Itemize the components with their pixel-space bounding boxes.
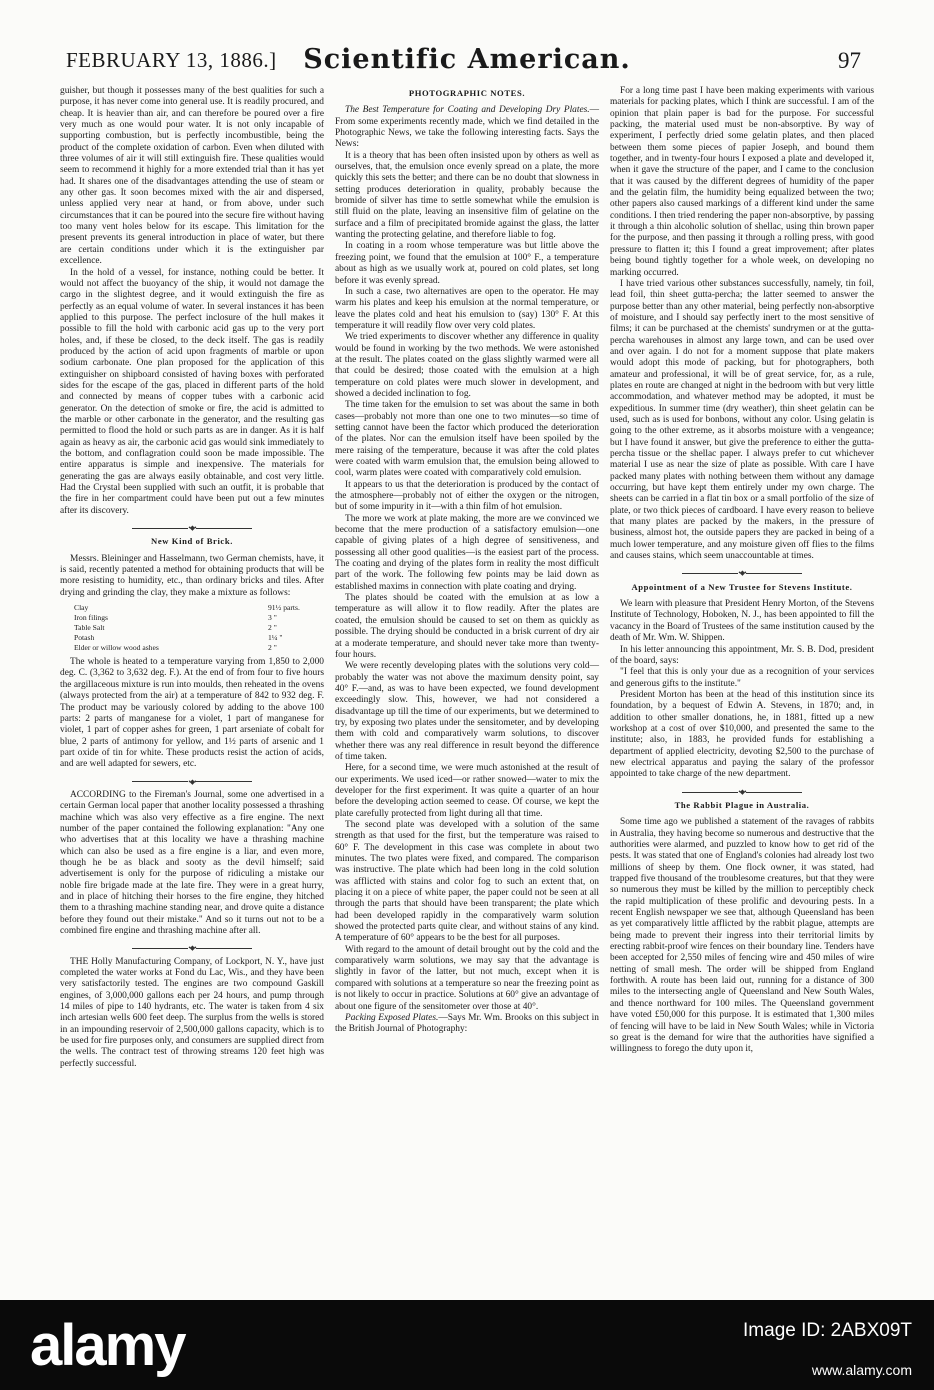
section-heading: The Rabbit Plague in Australia.	[674, 799, 810, 810]
section-heading: PHOTOGRAPHIC NOTES.	[408, 88, 526, 98]
recipe-row: Iron filings 3 "	[74, 613, 277, 623]
article-paragraph: In his letter announcing this appointment, Mr. S. B. Dod, president of the board, says:	[610, 644, 874, 666]
article-paragraph: The second plate was developed with a solution of the same strength as that used for the first, but the temperature was raised to 60° F. The development in this case was complete in about two minutes. The two plates were fixed, and compared. The comparison was instructive. The plate which had been long in the cold solution was afflicted with stains and color fog to such an extent that, on placing it on a piece of white paper, the paper could not be seen at all through the parts that should have been transparent; the plate which had been developed rapidly in the comparatively warm solution showed the protected parts quite clear, and without stains of any kind. A temperature of 60° appears to be the best for all purposes.	[335, 820, 599, 944]
section-divider: •◆•	[610, 787, 874, 798]
issue-date: FEBRUARY 13, 1886.]	[66, 48, 277, 72]
article-paragraph: The whole is heated to a temperature varying from 1,850 to 2,000 deg. C. (3,362 to 3,632 deg. F.). At the end of from four to five hours the argillaceous mixture is run into moulds, then reheated in the ovens (always protected from the air) at a temperature of 842 to 932 deg. F. The product may be variously colored by adding to the above 100 parts: 2 parts of manganese for a violet, 1 part of manganese for violet, 1 part of copper ashes for green, 1 part arseniate of cobalt for blue, 2 parts of antimony for yellow, and 1½ parts of arsenic and 1 part oxide of tin for white. These products resist the action of acids, and are well adapted for sewers, etc.	[60, 657, 324, 770]
image-id: Image ID: 2ABX09T	[743, 1320, 912, 1341]
article-paragraph: The time taken for the emulsion to set was about the same in both cases—probably not more than one one to two minutes—so time of setting cannot have been the factor which produced the deterioration of the plates. Nor can the emulsion itself have been spoiled by the mere raising of the temperature, because it was after the cold plates were coated with warm emulsion that, the emulsion being allowed to cool, warm plates were coated with comparatively cold emulsion.	[335, 400, 599, 479]
page-number: 97	[838, 48, 861, 73]
recipe-row: Potash 1¼ "	[74, 633, 283, 643]
column-2	[335, 86, 599, 1036]
article-paragraph: For a long time past I have been making experiments with various materials for packing plates, which I think are successful. I am of the opinion that plain paper is bad for the purpose. For successful packing, the material used must be non-absorptive. By way of experiment, I perfectly dried some gelatin plates, and then placed between them some pieces of papier Joseph, and bound them together, and in twenty-four hours I exposed a plate and developed it, when it gave the structure of the paper, and I came to the conclusion that it was caused by the different degrees of humidity of the paper and the gelatin film, the humidity being equalized between the two; other papers also caused markings of a different kind under the same conditions. I then tried rendering the paper non-absorptive, by passing it through a thin alcoholic solution of shellac, using thin brown paper for the purpose, and then passing it through a rolling press, with good pressure to flatten it; this I found a great improvement; after plates being bound tightly together for a whole week, on developing no marking occurred.	[610, 86, 874, 278]
article-paragraph: In such a case, two alternatives are open to the operator. He may warm his plates and keep his emulsion at the normal temperature, or leave the plates cold and heat his emulsion to (say) 130° F. At this temperature it will readily flow over very cold plates.	[335, 286, 599, 331]
recipe-row: Table Salt 2 "	[74, 623, 277, 633]
article-paragraph: The more we work at plate making, the more are we convinced we become that the mere production of a satisfactory emulsion—one capable of giving plates of a high degree of sensitiveness, and possessing all other good qualities—is the easiest part of the process. The coating and drying of the plates form in reality the most difficult part of the work. The following few points may be laid down as established maxims in connection with plate coating and drying.	[335, 513, 599, 592]
section-divider: •◆•	[60, 523, 324, 534]
article-paragraph: In coating in a room whose temperature was but little above the freezing point, we found that the emulsion at 100° F., a temperature about as high as we usually work at, poured on cold plates, set long before it was evenly spread.	[335, 241, 599, 286]
article-paragraph: guisher, but though it possesses many of the best qualities for such a purpose, it has never come into general use. It is readily procured, and cheap. It is heavier than air, and can therefore be poured over a fire very much as one would pour water. It is not only incapable of supporting combustion, but is perfectly incombustible, being the product of the complete oxidation of carbon. Even when diluted with three volumes of air it will still extinguish fire. These qualities would seem to recommend it highly for a more extended trial than it has yet had. It shares one of the disadvantages attending the use of steam or any other gas. It soon becomes mixed with the air and dispersed, unless applied very near at hand, or from above, under such circumstances that it can be poured into the secure fire without having too many vent holes below for its escape. This limitation for the present prevents its general introduction in place of water, but there are certain conditions under which it is the extinguisher par excellence.	[60, 86, 324, 267]
masthead-title: Scientific American.	[303, 44, 631, 75]
article-paragraph: With regard to the amount of detail brought out by the cold and the comparatively warm solutions, we may say that the advantage is slightly in favor of the latter, but not much, except when it is compared with solutions at a temperature so near the freezing point as is not likely to occur in practice. Solutions at 60° give an advantage of about one figure of the sensitometer over those at 40°.	[335, 944, 599, 1012]
article-paragraph: "I feel that this is only your due as a recognition of your services and generous gifts to the institute."	[610, 667, 874, 689]
article-subheading: The Best Temperature for Coating and Developing Dry Plates.	[345, 105, 590, 116]
article-paragraph: —From some experiments recently made, which we find detailed in the Photographic News, we take the following interesting facts. Says the News:	[335, 105, 599, 150]
section-divider: •◆•	[60, 777, 324, 788]
recipe-row: Clay 91½ parts.	[74, 603, 300, 613]
article-paragraph: President Morton has been at the head of this institution since its foundation, by a bequest of Edwin A. Stevens, in 1870; and, in addition to other smaller donations, he, in 1881, fitted up a new workshop at a cost of over $10,000, and presented the same to the institute; also, in 1883, he provided funds for establishing a department of applied electricity, devoting $2,500 to the purchase of new electrical apparatus and paying the salary of the professor appointed to take charge of the new department.	[610, 689, 874, 780]
site-url: www.alamy.com	[811, 1362, 912, 1378]
recipe-table	[74, 603, 324, 653]
stock-watermark-banner	[0, 1300, 934, 1390]
article-paragraph: THE Holly Manufacturing Company, of Lockport, N. Y., have just completed the water works at Fond du Lac, Wis., and they have been very satisfactorily tested. The engines are two compound Gaskill engines, of 3,000,000 gallons each per 24 hours, and pump through 14 miles of pipe to 140 hydrants, etc. The water is taken from 4 six inch artesian wells 600 feet deep. The surplus from the wells is stored in an impounding reservoir of 2,500,000 gallons capacity, which is to be used for fire purposes only, and consumers are supplied direct from the wells. The contract test of throwing streams 120 feet high was perfectly successful.	[60, 956, 324, 1069]
article-paragraph: ACCORDING to the Fireman's Journal, some one advertised in a certain German local paper that another locality possessed a thrashing machine which was also very effective as a fire engine. The next number of the paper contained the following explanation: "Any one who advertises that at this locality we have a thrashing machine which can also be used as a fire engine is a liar, and even more, though he be as black and sooty as the devil himself; said advertisement is only for the purpose of ridiculing a mistake our noble fire brigade made at the late fire. They were in a great hurry, and in place of hitching their horses to the fire engine, they hitched them to a thrashing machine standing near, and drove quite a distance before they found out their mistake." And so it turns out not to be a combined fire engine and thrashing machine after all.	[60, 789, 324, 937]
article-paragraph: Here, for a second time, we were much astonished at the result of our experiments. We used iced—or rather snowed—water to mix the developer for the first experiment. It was quite a quarter of an hour before the developing action seemed to cease. Of course, we kept the plate carefully protected from light during all that time.	[335, 763, 599, 819]
article-paragraph: Messrs. Bleininger and Hasselmann, two German chemists, have, it is said, recently patented a method for obtaining products that will be more resisting to humidity, etc., than ordinary bricks and tiles. After drying and grinding the clay, they make a mixture as follows:	[60, 553, 324, 598]
section-divider: •◆•	[610, 568, 874, 579]
section-heading: New Kind of Brick.	[151, 536, 233, 547]
recipe-row: Elder or willow wood ashes 2 "	[74, 643, 277, 653]
article-paragraph: It is a theory that has been often insisted upon by others as well as ourselves, that, the emulsion once evenly spread on a plate, the more quickly this sets the better; and there can be no doubt that slowness in setting produces deterioration in quality, probably because the bromide of silver has time to settle somewhat while the emulsion is still fluid on the plate, leaving an insensitive film of gelatine on the surface and a film of precipitated bromide against the glass, the latter wanting the protecting gelatine, and therefore liable to fog.	[335, 150, 599, 241]
article-paragraph: We learn with pleasure that President Henry Morton, of the Stevens Institute of Technology, Hoboken, N. J., has been appointed to fill the vacancy in the Board of Trustees of the same institution caused by the death of Mr. Wm. W. Shippen.	[610, 599, 874, 644]
article-paragraph: We were recently developing plates with the solutions very cold—probably the water was not above the maximum density point, say 40° F.—and, as was to have been expected, we found development exceedingly slow. This, however, we had not considered a disadvantage up till the time of our experiments, but we determined to try, by exposing two plates under the sensitometer, and by developing them with cold and comparatively warm solutions, to discover whether there was any real difference in result beyond the difference of time taken.	[335, 661, 599, 762]
article-paragraph: We tried experiments to discover whether any difference in quality would be found in working by the two methods. We were astonished at the result. The plates coated on the glass slightly warmed were all that could be desired; those coated with the emulsion at a high temperature on cold plates were much slower in development, and showed a decided inclination to fog.	[335, 332, 599, 399]
section-heading: Appointment of a New Trustee for Stevens Institute.	[631, 581, 853, 592]
article-paragraph: It appears to us that the deterioration is produced by the contact of the atmosphere—probably not of either the oxygen or the nitrogen, but of some impurity in it—with a thin film of hot emulsion.	[335, 479, 599, 513]
article-paragraph: —Says Mr. Wm. Brooks on this subject in the British Journal of Photography:	[335, 1012, 599, 1035]
article-paragraph: In the hold of a vessel, for instance, nothing could be better. It would not affect the buoyancy of the ship, it would not damage the cargo in the slightest degree, and it would extinguish the fire as perfectly as an equal volume of water. In several instances it has been applied to this purpose. The perfect inclosure of the hull makes it possible to fill the hold with carbonic acid gas up to the very port holes, and, if these be closed, to the deck itself. The gas is readily produced by the action of acid upon fragments of marble or upon sodium carbonate. One plan proposed for the application of this extinguisher on shipboard consisted of having boxes with perforated sides for the escape of the gas, placed in different parts of the hold and connected by means of copper tubes with a carbonic acid generator. On the detection of smoke or fire, the acid is admitted to the marble or other carbonate in the generator, and the resulting gas permitted to flood the hold or such parts as are in danger. As it is half again as heavy as air, the carbonic acid gas would sink immediately to the bottom, and conflagration could soon be made impossible. The entire apparatus is simple and inexpensive. The materials for generating the gas are always easily obtainable, and cost very little. Had the Crystal been supplied with such an outfit, it is probable that the fire in her compartment could have been put out a few minutes after its discovery.	[60, 267, 324, 516]
article-paragraph: Some time ago we published a statement of the ravages of rabbits in Australia, they having become so numerous and destructive that the authorities were alarmed, and puzzled to know how to get rid of the pests. It was stated that one of England's colonies had already lost two millions of sheep by them. One flock owner, it was stated, had trapped five thousand of the troublesome creatures, but that they were so numerous they must be killed by the million to perceptibly check the rapid multiplication of these prolific and devouring pests. In a recent English newspaper we see that, although Queensland has been as yet comparatively little afflicted by the rabbit plague, attempts are being made to prevent their ingress into their territorial limits by erecting rabbit-proof wire fences on their boundary line. Tenders have been accepted for 2,550 miles of fencing wire and 450 miles of wire netting of small mesh. The order will be shipped from England forthwith. A route has been laid out, running for a distance of 300 miles to the intersecting angle of Queensland and New South Wales, and thence northward for 100 miles. The Queensland government have voted £50,000 for this purpose. It is estimated that 1,300 miles of fencing will have to be laid in New South Wales; while in Victoria so great is the demand for wire that the authorities have signified a willingness to forego the duty upon it,	[610, 817, 874, 1055]
column-3	[610, 86, 874, 1056]
article-paragraph: I have tried various other substances successfully, namely, tin foil, lead foil, thin sheet gutta-percha; the latter seemed to answer the purpose better than any other material, being perfectly non-absorptive of moisture, and I should say perfectly inert to the most sensitive of films; it can be purchased at the chemists' sundrymen or at the gutta-percha warehouses in almost any large town, and can be used over and over again. I do not for a moment suppose that plate makers would adopt this mode of packing, but for photographers, both amateur and professional, it will be of great service, for, as a rule, plates en route are changed at night in the bedroom with but very little accommodation, and whatever method may be adopted, it must be expeditious. In summer time (dry weather), thin sheet gelatin can be used, such as is used for bonbons, without any color. Using gelatin is going to the other extreme, as it absorbs moisture with a vengeance; but I have found it answer, but give the preference to either the gutta-percha tissue or the shellac paper. I always prefer to cut whichever material I use as near the size of plate as possible. With care I have packed many plates with nothing between them without any damage occurring, but have kept them entirely under my own charge. The sheets can be carried in a flat tin box or a small portfolio of the size of plate, or two thick pieces of cardboard. I have every reason to believe that many plates are packed by the makers, in the pressure of business, almost hot, the outside papers they are packed in being of a much lower temperature, and any moisture given off flies to the films and causes stains, which seem unaccountable at times.	[610, 278, 874, 562]
section-divider: •◆•	[60, 943, 324, 954]
article-subheading: Packing Exposed Plates.	[345, 1012, 439, 1023]
alamy-logo: alamy	[30, 1313, 185, 1378]
column-1	[60, 86, 324, 1070]
article-paragraph: The plates should be coated with the emulsion at as low a temperature as will allow it to flow readily. After the plates are coated, the emulsion should be caused to set on them as quickly as possible. The drying should be conducted in a brisk current of dry air at a moderate temperature, and should never take more than twenty-four hours.	[335, 593, 599, 660]
